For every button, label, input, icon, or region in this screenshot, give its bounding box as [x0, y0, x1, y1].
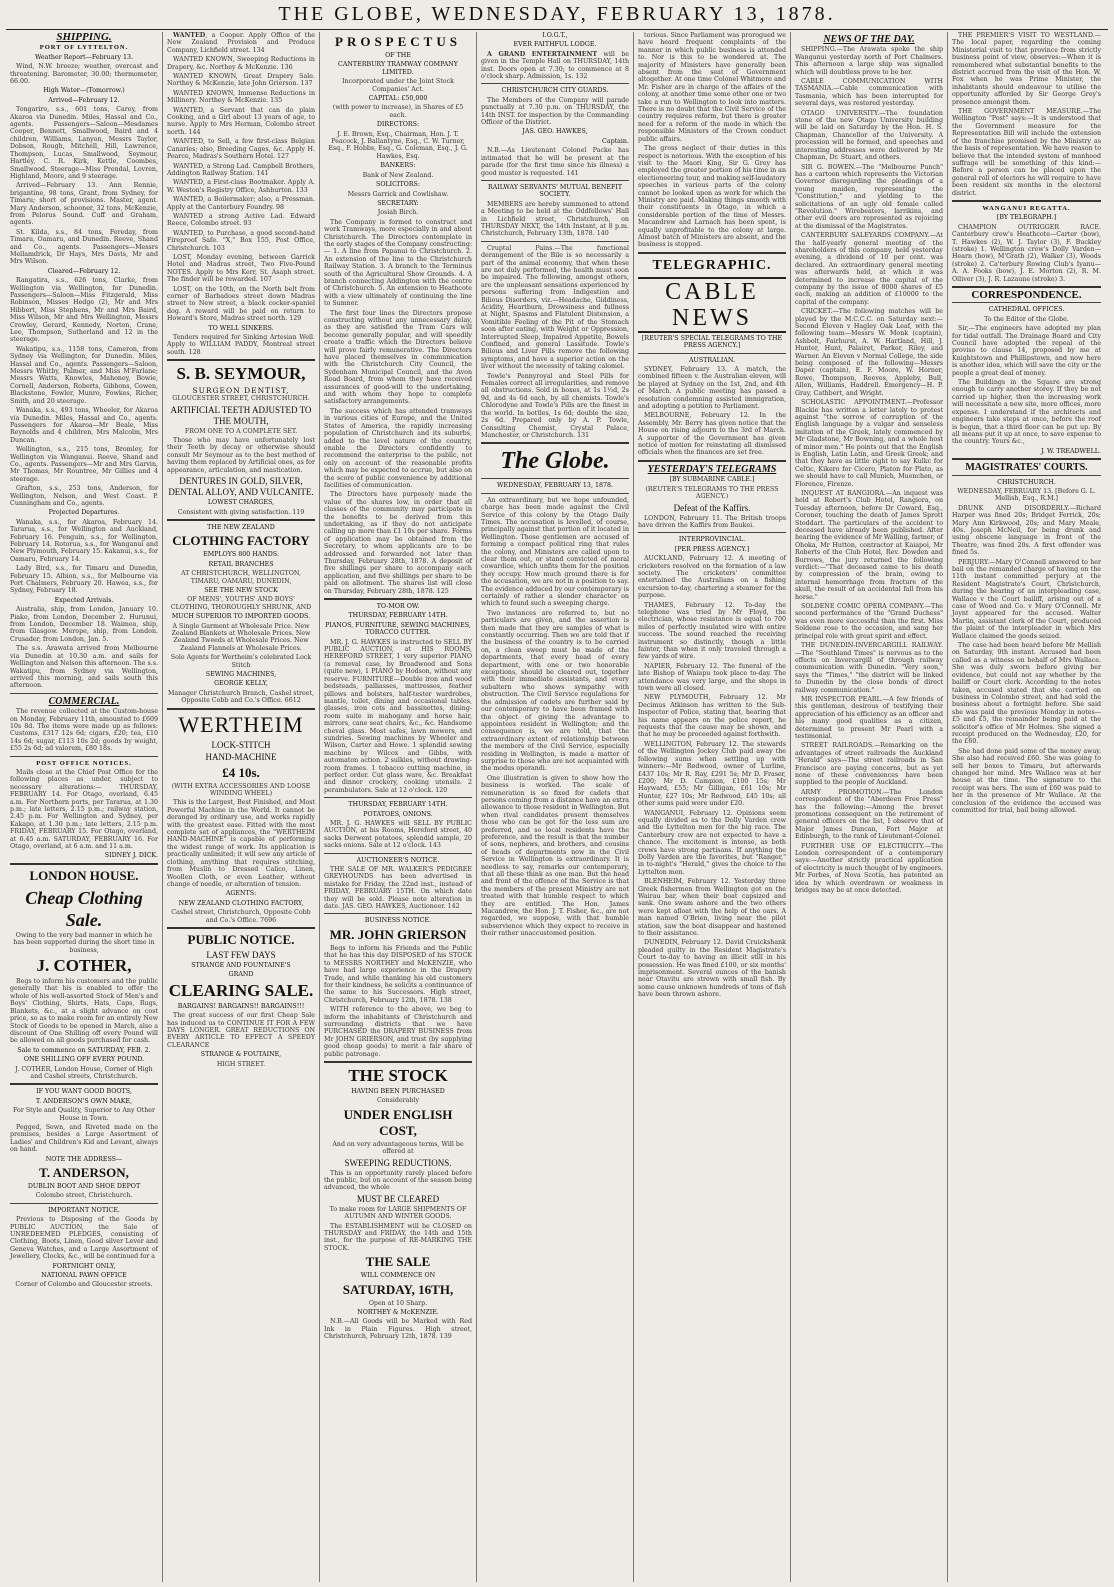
grierson-text: Begs to inform his Friends and the Public that he has this day DISPOSED of his STOCK to MESSRS NORTHEY and McKENZIE, who have had large experience in the Drapery Trade, and while thanking his old customers for their kindness, he solicits a continuance of the same to his Successors. High street, Christchurch, February 12th, 1878. 138 — [324, 944, 472, 1004]
divider — [167, 359, 315, 361]
cleared-text: Rangatira, s.s., 626 tons, Clarke, from Wellington via Wellington, for Dunedin. Passengers—Saloon—Miss Fitzgerald, Miss Robinson, Misses Hedge (2), Mr and Mrs Hibbert, Miss Stephens, Mr and Mrs Baird, Miss Wilson, Mr and Mrs Wellington, Messrs Crowley, Gerard, Kennedy, Norton, Crane, Lee, Thompson, Sutherland and 12 in the steerage. — [10, 277, 158, 344]
bargains: BARGAINS! BARGAINS!! BARGAINS!!! — [177, 1002, 305, 1010]
news-otago: OTAGO UNIVERSITY.—The foundation stone of the new Otago University building will be laid on Saturday by the Hon. H. S. Chapman, Chancellor of the University. A procession will be formed, and speeches and interesting addresses were delivered by Mr Chapman, Dr. Stuart, and others. — [795, 109, 943, 162]
divider — [481, 442, 629, 444]
expected-text-2: The s.s. Arawata arrived from Melbourne via Dunedin at 10.30 a.m. and sails for Wellington and Nelson this afternoon. The s.s. Wakatipu, from Sydney via Wellington, arrived this morning, and sails south this afternoon. — [10, 645, 158, 690]
news-saleyards: CANTERBURY SALEYARDS COMPANY.—At the half-yearly general meeting of the shareholders of this company, held yesterday evening, a dividend of 10 per cent. was declared. An extraordinary general meeting was afterwards held, at which it was determined to increase the capital of the company by the issue of 8000 shares of £5 each, making an addition of £10000 to the capital of the company. — [795, 232, 943, 306]
establishment: The ESTABLISHMENT will be CLOSED on THURSDAY and FRIDAY, the 14th and 15th inst., for the purpose of RE-MARKING THE STOCK. — [324, 1222, 472, 1252]
last-few-days: LAST FEW DAYS — [206, 949, 276, 960]
arrived-heading: Arrived—February 12. — [48, 96, 120, 104]
court-text: DRUNK AND DISORDERLY.—Richard Harper was fined 20s; Bridget Ferrick, 20s; Mary Ann Kirkwood, 20s; and Mary Meale, 40s. Joseph McNeil, for being drunk and using obscene language in front of the Theatre, was fined 20s. A first offender was fined 5s. — [952, 504, 1101, 557]
sale-intro: Owing to the very bad manner in which he has been supported during the short time in business, — [13, 931, 155, 954]
cable-news: CABLE NEWS — [638, 277, 786, 333]
divider — [10, 693, 158, 694]
auctioneer-text: THE SALE OF MR. WALKER'S PEDIGREE GREYHOUNDS has been advertised in mistake for Friday, the 22nd inst., instead of FRIDAY, FEBRUARY 15TH. On which date they will be sold. Please note alteration in date. JAS. GEO. HAWKES, Auctioneer. 142 — [324, 866, 472, 911]
interprov-text-7: BLENHEIM, February 12. Yesterday three Greek fishermen from Wellington got on the Wairau bar, when their boat capsized and sank. One swam ashore and the two others were kept afloat with the help of the oars. A man named O'Brien, living near the pilot station, saw the boat disappear and hastened to their assistance. — [638, 878, 786, 938]
tramway-company: CANTERBURY TRAMWAY COMPANY LIMITED. — [338, 61, 458, 76]
weather-report: Weather Report—February 13. — [34, 53, 134, 61]
anderson-make: T. ANDERSON'S OWN MAKE, — [35, 1097, 133, 1105]
projected-text: Wanaka, s.s., for Akaroa, February 14. Tararua, s.s., for Wellington and Auckland, February 16. Penguin, s.s., for Wellington, February 14. Rotorua, s.s., for Wanganui and New Plymouth, February 15. Kakanui, s.s., for Oamaru, February 14. — [10, 518, 158, 563]
divider — [10, 1083, 158, 1085]
news-railway: THE DUNEDIN-INVERCARGILL RAILWAY.—The "Southland Times" is nervous as to the effects on Invercargill of through railway communication with Dunedin. "Very soon," says the "Times," "the district will be linked to Dunedin by the close bonds of direct railway communication." — [795, 642, 943, 694]
much-superior: MUCH SUPERIOR TO IMPORTED GOODS. — [171, 613, 311, 621]
seymour-name: S. B. SEYMOUR, — [176, 364, 306, 384]
the-stock: THE STOCK — [348, 1065, 448, 1085]
weather-text: Wind, N.W. breeze; weather, overcast and threatening. Barometer, 30.00; thermometer, 66.00. — [10, 63, 158, 86]
cother-address: J. COTHER, London House, Corner of High and Cashel streets, Christchurch. — [15, 1065, 153, 1080]
artificial-teeth: ARTIFICIAL TEETH ADJUSTED TO THE MOUTH, — [170, 404, 312, 426]
leader-text: An extraordinary, but we hope unfounded, charge has been made against the Civil Service of this colony by the Otago Daily Times. The accusation is levelled, of course, principally against that portion of it located in Wellington. Those gentlemen are accused of forming a compact political ring that rules the colony, and Ministers are called upon to clear them out, or stand convicted of moral cowardice, which unfits them for the position they occupy. How much ground there is for the accusation, we are not in a position to say. The evidence adduced by our contemporary is certainly of rather a slender character on which to found such a sweeping charge. — [481, 496, 629, 608]
of-the: OF THE — [385, 52, 411, 59]
prospectus-text-3: The success which has attended tramways in various cities of Europe, and the United States of America, the rapidly increasing population of Christchurch and its suburbs, added to the level nature of the country, enable the Directors confidently to recommend the enterprise to the public, not only on account of the reasonable profits which may be expected to accrue, but also on the score of public convenience by additional facilities of communication. — [324, 407, 472, 489]
pianos-text: MR. J. G. HAWKES is instructed to SELL BY PUBLIC AUCTION, at HIS ROOMS, HEREFORD STREET, 1 very superior PIANO (a removal case, by Broadwood and Sons (quite new), 1 PIANO by Hodson, without any reserve. FURNITURE—Double iron and wood bedsteads, palliasses, mattresses, feather pillows and bolsters, half-tester wardrobes, mantle, toilet, dining and occasional tables, glasses, iron cots and bassinettes, dining-room suite in mahogany and horse hair, mirrors, cane seat chairs, &c., &c. Handsome cheval glass. Most safes, lawn mowers, and sundries. Sewing machines by Wheeler and Wilson, Carter and Howe. 1 splendid sewing machine by Wilcox and Gibbs, with automaton action. 2 sulkies, without drawing-room frames. 1 tobacco cutting machine, in perfect order. Cut glass ware, &c. Breakfast and dinner crockery, cooking utensils. 2 perambulators. Sale at 12 o'clock. 120 — [324, 638, 472, 794]
news-street-railroads: STREET RAILROADS.—Remarking on the advantages of street railroads the Auckland "Herald" says—The street railroads in San Francisco are paying concerns, but as yet none of these conveniences have been supplied to the people of Auckland. — [795, 742, 943, 787]
divider — [481, 180, 629, 181]
secretary: SECRETARY: — [377, 199, 419, 207]
column-5 — [634, 32, 791, 1582]
leader-cont: torious. Since Parliament was prorogued we have heard frequent complaints of the manner in which public business is attended to. Nor is this to be wondered at. The majority of Ministers have generally been absent from the seat of Government altogether. At one time Colonel Whitmore and Mr. Fisher are in charge of the affairs of the colony, at another time some other one or two take a run to Wellington to look into matters. There is no doubt that the Civil Service of the country requires reform, but there is greater need for a reform of the mode in which the responsible Ministers of the Crown conduct public affairs. — [638, 32, 786, 143]
fortnight-only: FORTNIGHT ONLY, — [52, 1262, 116, 1270]
anderson-name: T. ANDERSON, — [39, 1165, 129, 1180]
divider — [638, 353, 786, 354]
note-address: NOTE THE ADDRESS— — [45, 1155, 123, 1163]
divider — [481, 241, 629, 242]
column-7 — [948, 32, 1105, 1582]
news-opera: SOLDENE COMIC OPERA COMPANY.—The second performance of the "Grand Duchess" was even more successful than the first. Miss Soldene rose to the occasion, and sang her principal role with great spirit and effect. — [795, 603, 943, 640]
yesterday-telegrams: YESTERDAY'S TELEGRAMS — [647, 463, 777, 475]
wanted-ad: WANTED, a First-class Bootmaker. Apply A. W. Weston's Registry Office, Ashburton. 133 — [167, 179, 315, 194]
letter-text: Sir,—The engineers have adopted my plan for tidal outfall. The Drainage Board and City Council have adopted the repeal of the proviso to clause 14, proposed by me at Knightstown and Phillipstown, and now here is another idea, which will save the city or the people a great deal of money. — [952, 325, 1101, 377]
reuter-special: (REUTER'S TELEGRAMS TO THE PRESS AGENCY.) — [645, 485, 779, 501]
dentures: DENTURES IN GOLD, SILVER, DENTAL ALLOY, AND VULCANITE. — [168, 476, 314, 498]
wanted-ad: WANTED, a Boilermaker; also, a Pressman. Apply at the Canterbury Foundry. 98 — [167, 196, 315, 211]
kelly-text: Manager Christchurch Branch, Cashel street, Opposite Cobb and Co.'s Office. 6612 — [167, 689, 315, 705]
thursday-2: THURSDAY, FEBRUARY 14TH. — [348, 801, 448, 809]
clothing-factory: CLOTHING FACTORY — [172, 533, 310, 549]
court-text-3: The case had been heard before Mr Mellish on Saturday, 9th instant. Accused had been called as a witness on behalf of Mrs Wallace. She was duly sworn before giving her evidence, but could not say whether by the bailiff or Court clerk. According to the notes taken, accused stated that she carried on business in Colombo street, and had sold the business about a fortnight before. She said she was paid the previous Monday in notes—£5 and £5, the remainder being paid at the solicitor's office of Mr Holmes. She signed a receipt produced on the Wednesday, £20, for the £60. — [952, 642, 1101, 746]
extra-accessories: (WITH EXTRA ACCESSORIES AND LOOSE WINDING WHEEL) — [171, 782, 311, 798]
northey: NORTHEY & McKENZIE. — [357, 1309, 439, 1317]
column-1 — [6, 32, 163, 1582]
must-cleared: MUST BE CLEARED — [356, 1193, 440, 1204]
surgeon-dentist: SURGEON DENTIST, — [192, 386, 290, 396]
considerably: Considerably — [376, 1097, 420, 1105]
prospectus-text-4: The Directors have purposely made the value of the shares low, in order that all classes of the community may participate in the benefits to be derived from this undertaking, as if they do not anticipate calling up more than £1 10s per share. Forms of application may be obtained from the Secretary, to whom applicants are to be addressed and forwarded not later than Thursday, February 28th, 1878. A deposit of five shillings per share to accompany each application, and five shillings per share to be paid on allotment. The shares list will close on Thursday, February 28th, 1878. 125 — [324, 491, 472, 595]
sweeping: SWEEPING REDUCTIONS. — [344, 1157, 452, 1168]
leader-cont-2: The gross neglect of their duties in this respect is notorious. With the exception of his visit to the Maori King, Sir G. Grey has employed the greater portion of his time in an electioneering tour, and making self-laudatory speeches in various parts of the colony cannot be looked upon as work for which the Ministry are paid. Making things smooth with their constituents in Otago, in which a considerable portion of the time of Messrs. Macandrew and Larnach has been spent, is equally unprofitable to the colony at large. Almost batch of Ministers are absent, and the business is stopped. — [638, 145, 786, 249]
agents-address: Cashel street, Christchurch, Opposite Cobb and Co.'s Office. 7696 — [171, 909, 311, 924]
pawn-address: Corner of Colombo and Gloucester streets. — [15, 1281, 153, 1289]
letter-text-2: The Buildings in the Square are strong enough to carry another storey. If they be not carried up higher, then the increasing work will necessitate a new site, more offices, more expense. I understand if the architects and engineers take steps at once, before the roof is begun, that a third floor can be put up. By all means put it up at once, to save expense to the country. Yours &c., — [952, 379, 1101, 446]
wanted-ad: WANTED KNOWN, Sweeping Reductions in Drapery, &c. Northey & McKenzie. 136 — [167, 56, 315, 71]
guards-nb: N.B.—As Lieutenant Colonel Packe has intimated that he will be present at the parade (for the first time since his illness) a good muster is requested. 141 — [481, 147, 629, 177]
will-commence: WILL COMMENCE ON — [360, 1272, 436, 1280]
wanted-ad: WANTED a strong Active Lad. Edward Reece, Colombo street. 93 — [167, 212, 315, 228]
post-office-text: Mails close at the Chief Post Office for the following places as under, subject to necessary alterations:— THURSDAY, FEBRUARY 14. For Otago, overland, 6.45 a.m. For Northern ports, per Tararua, at 1.30 p.m.; late letters, 2.15 p.m.; railway station, 2.45 p.m. For Wellington and Sydney, per Kakapo, at 1.30 p.m.; late letters, 2.15 p.m. FRIDAY, FEBRUARY 15. For Otago, overland, at 6.45 a.m. SATURDAY, FEBRUARY 16. For Otago, overland, at 6 a.m. and 11 a.m. — [10, 768, 158, 851]
city-guards: CHRISTCHURCH CITY GUARDS. — [501, 87, 609, 95]
lodge: EVER FAITHFUL LODGE. — [513, 41, 597, 49]
australian-text-2: MELBOURNE, February 12. In the Assembly, Mr. Berry has given notice that the House on rising adjourn to the 3rd of March. A supporter of the Government has given notice of motion for reinstating all dismissed officials when the finances are set free. — [638, 412, 786, 457]
divider — [638, 460, 786, 462]
sale-date: Sale to commence on SATURDAY, FEB. 2. — [17, 1046, 151, 1054]
cleared-text-4: Wellington, s.s., 215 tons, Bromley, for Wellington via Wanganui. Reeve, Shand and Co., agents. Passengers—Mr and Mrs Garvin, Mr Thomas, Mr Rountree, Mr Gillies and 4 steerage. — [10, 446, 158, 483]
divider — [952, 458, 1101, 460]
high-water: High Water—(Tomorrow.) — [43, 87, 125, 95]
arrivals-text: Tongariro, s.s., 601 tons, Carey, from Akaroa via Dunedin. Miles, Hassal and Co., agents. Passengers—Saloon—Mesdames Cooper, Bennett, Smallwood, Baird and 4 children, Williams, Lanyon, Messrs Taylor, Dobson, Rough, Mitchell, Hill, Lawrence, Thompson, Lucas, Smallwood, Seymour, Hartley, C. R. Kirk, Kettle, Coombes, Smallwood. Steerage—Miss Prendal, Lovren, Highland, Moore, and 9 steerage. — [10, 106, 158, 180]
capital-text: (with power to increase), in Shares of £5 each. — [332, 104, 464, 119]
shipping-heading: SHIPPING. — [56, 32, 112, 43]
grierson: MR. JOHN GRIERSON — [329, 926, 467, 942]
interprov-text-5: WELLINGTON, February 12. The stewards of the Wellington Jockey Club paid away the following sums when settling up with winners:—Mr Redwood, owner of Lurline, £437 10s; Mr R. Ray, £291 5s; Mr D. Fraser, £200; Mr D. Campion, £100 15s; Mr Hayward, £55; Mr Gilligan, £61 10s; Mr Hunter, £27 10s; Mr Redwood, £45 10s; all other sums paid were under £20. — [638, 740, 786, 808]
expected-heading: Expected Arrivals. — [54, 596, 114, 604]
one-shilling: ONE SHILLING OFF EVERY POUND. — [23, 1056, 145, 1064]
tenders-text: Tenders required for Sinking Artesian Well. Apply to WILLIAM PADDY, Montreal street south. 128 — [167, 334, 315, 356]
grand: GRAND — [228, 971, 254, 979]
strange-fountaine: STRANGE AND FOUNTAINE'S — [191, 961, 291, 969]
strange-foutaine: STRANGE & FOUTAINE, — [200, 1051, 282, 1059]
divider — [324, 598, 472, 600]
hand-machine: HAND-MACHINE — [205, 751, 277, 762]
court-text-4: She had done paid some of the money away. She also had received £60. She was going to sell her boxes to Timaru, but afterwards changed her mind. Mrs Wallace was at her house at the time. The signature to the receipt was hers. The sum of £60 was paid to her in the presence of Mr Wallace. At the conclusion of the evidence the accused was committed for trial, bail being allowed. — [952, 747, 1101, 814]
cother-text: Begs to inform his customers and the public generally that his is enabled to offer the whole of his well-assorted Stock of Men's and Boys' Clothing, Shirts, Hats, Caps, Rugs, Blankets, &c., at a slight advance on cost price, so as to make room for an entirely New Stock of Goods to be opened in March, also a discount of One Shilling off every Pound will be allowed on all goods purchased for cash. — [10, 978, 158, 1045]
well-sinkers: TO WELL SINKERS. — [208, 324, 274, 332]
wanganui-regatta: WANGANUI REGATTA. — [982, 204, 1071, 212]
cathedral-offices: CATHEDRAL OFFICES. — [988, 306, 1065, 314]
masthead-rule — [6, 29, 1108, 30]
hawkes: JAS. GEO. HAWKES, — [522, 128, 588, 136]
colombo-street: Colombo street, Christchurch. — [35, 1192, 133, 1200]
telegraphic: TELEGRAPHIC. — [652, 257, 772, 273]
secretary-text: Josiah Birch. — [377, 209, 419, 217]
expected-text: Australia, ship, from London, January 10. Piako, from London, December 2. Hurunui, from London, December 18. Waimea, ship, from Glasgow. Merope, ship, from London. Crusader, from London, Jan. 5. — [10, 606, 158, 643]
commercial-heading: COMMERCIAL. — [48, 695, 120, 707]
capital: CAPITAL: £50,000 — [368, 95, 428, 103]
northey-text: WITH reference to the above, we beg to inform the inhabitants of Christchurch and surrounding districts that we have PURCHASED the DRAPERY BUSINESS from Mr JOHN GRIERSON, and trust (by supplying good cheap goods) to merit a fair share of public patronage. — [324, 1006, 472, 1058]
court-text-2: PERJURY.—Mary O'Connell answered to her bail on the remanded charge of having on the 11th instant committed perjury at the Resident Magistrate's Court, Christchurch, during the hearing of an interpleading case, Wallace v the Court bailiff, arising out of a case of Wood and Co. v Mary O'Connell. Mr Joynt appeared for the accused. Walter Martin, assistant clerk of the Court, produced the plaint of the interpleader in which Mrs Wallace claimed the goods seized. — [952, 558, 1101, 640]
interprov-text-2: THAMES, February 12. To-day the telephone was tried by Mr Floyd, the electrician, whose resistance is equal to 700 miles of perfectly insulated wire with entire success. The sound reached the receiving instrument so distinctly, though a little fainter, than when it only traveled through a few yards of wire. — [638, 601, 786, 661]
projected-text-2: Lady Bird, s.s., for Timaru and Dunedin, February 15. Albion, s.s., for Melbourne via Port Chalmers, February 20. Hawea, s.s., for Sydney, February 18. — [10, 565, 158, 595]
column-2 — [163, 32, 320, 1582]
medical-text: Cruptal Pains.—The functional derangement of the Bile is so necessarily a part of the animal economy, that when these are not duly performed, the health must soon be impaired. The following, amongst others, are the unpleasant sensations experienced by persons suffering from Indigestion and Bilious Disorders, viz.—Headache, Giddiness, Acidity, Heartburn, Drowsiness and fullness at Night, Spasms and Flatulent Distension, a Vomitible Feeling of the Pit of the Stomach soon after eating, with Weight or Oppression, Interrupted Sleep, Impaired Appetite, Bowels Confined, and general Lassitude. Towle's Bilious and Liver Pills remove the following symptoms, and have a superior action on the liver without the necessity of taking calomel. — [481, 244, 629, 371]
divider — [638, 532, 786, 533]
cleared-text-3: Wanaka, s.s., 493 tons, Wheeler, for Akaroa via Dunedin. Miles, Hassal and Co., agents. Passengers for Akaroa—Mr Beale, Miss Reynolds and 4 children, Mrs Malcolm, Mrs Duncan. — [10, 407, 158, 444]
divider — [952, 475, 1101, 476]
lowest-charges: LOWEST CHARGES, — [207, 499, 275, 507]
masthead: THE GLOBE, WEDNESDAY, FEBRUARY 13, 1878. — [278, 3, 836, 25]
nz-clothing: THE NEW ZEALAND — [207, 523, 275, 531]
thursday: THURSDAY, FEBRUARY 14TH. — [348, 612, 448, 620]
arrivals-text-2: Arrived—February 13. Ann Rennie, brigantine, 98 tons, Grant, from Sydney, for Timaru; short of provisions. Master, agent. Mary Anderson, schooner, 32 tons, McKenzie, from Pelorus Sound. Cuff and Graham, agents. — [10, 182, 158, 227]
railway-text: MEMBERS are hereby summoned to attend a Meeting to be held at the Oddfellows' Hall in Lichfield street, Christchurch, on THURSDAY NEXT, the 14th Instant, at 8 p.m. Christchurch, February 13th, 1878. 140 — [481, 200, 629, 238]
having-purchased: HAVING BEEN PURCHASED — [351, 1087, 445, 1095]
pegged-text: Pegged, Sewn, and Riveted made on the premises, besides a Large Assortment of Ladies' and Children's Kid and Levant, always on hand. — [10, 1123, 158, 1154]
retail-branches: RETAIL BRANCHES — [208, 560, 274, 568]
directors-list: J. E. Brown, Esq., Chairman, Hon. J. T. Peacock, J. Ballantyne, Esq., C. W. Turner, Esq., F. Hobbs, Esq., G. Coleman, Esq., J. G. Hawkes, Esq. — [328, 130, 468, 160]
cheap-clothing-sale: Cheap Clothing Sale. — [25, 887, 143, 930]
prospectus-text-2: The first four lines the Directors propose constructing without any unnecessary delay, as they are satisfied the Tram Cars will become generally popular, and will speedily create a traffic which the Directors believe will prove fairly remunerative. The Directors have placed themselves in communication with the Christchurch City Council, the Sydenham Municipal Council, and the Avon Road Board, from whom they have received assurances of good-will to the undertaking, and with whom they hope to complete satisfactory arrangements. — [324, 309, 472, 406]
government-measure: THE GOVERNMENT MEASURE.—The Wellington "Post" says:—It is understood that the Government measure for the Representation Bill will include the extension of the franchise promised by the Ministry as the basis of representation. We have reason to believe that the intended system of manhood suffrage will be something of this kind:—Before a person can be placed upon the general roll of electors he will require to have been resident six months in the electoral district. — [952, 108, 1101, 197]
pawn-text: Previous to Disposing of the Goods by PUBLIC AUCTION, the Sale of UNREDEEMED PLEDGES, consisting of Clothing, Boots, Linen, Good silver Lever and Geneva Watches, and a Large Assortment of Jewellery, Clocks, &c., will be continued for a — [10, 1216, 158, 1261]
divider — [324, 913, 472, 914]
divider — [481, 478, 629, 479]
kaffirs-text: LONDON, February 11. The British troops have driven the Kaffirs from Baukei. — [638, 514, 786, 529]
interprov-text-4: NEW PLYMOUTH, February 12. Mr Decimus Atkinson has written to the Sub-Inspector of Police, stating that, hearing that his name appears on the police report, he requests that the cause may be shown, and that he may be proceeded against forthwith. — [638, 694, 786, 739]
open-9: Open at 10 Sharp. — [368, 1299, 428, 1307]
railway-servants: RAILWAY SERVANTS' MUTUAL BENEFIT SOCIETY. — [487, 183, 623, 199]
wanted-ad: WANTED KNOWN, Great Drapery Sale. Northey & McKenzie, late John Grierson. 137 — [167, 73, 315, 88]
see-stock: SEE THE NEW STOCK — [204, 586, 278, 594]
news-of-the-day: NEWS OF THE DAY. — [823, 34, 915, 45]
stock-list: OF MENS', YOUTHS' AND BOYS' CLOTHING, THOROUGHLY SHRUNK, AND — [170, 596, 312, 611]
divider — [481, 493, 629, 494]
lost-ad: LOST, Monday evening, between Garrick Hotel and Madras street, Two Five-Pound NOTES. Apply to Mrs Kerr, St. Asaph street. The finder will be rewarded. 107 — [167, 253, 315, 284]
wanted-ad: WANTED, to Purchase, a good second-hand Fireproof Safe. "X," Box 155, Post Office, Christchurch. 103 — [167, 229, 315, 252]
news-army: ARMY PROMOTION.—The London correspondent of the "Aberdeen Free Press" has the following:—Among the brevet promotions consequent on the retirement of general officers on the list, I observe that of Major James Duncan, Fort Major at Edinburgh, to the rank of Lieutenant-Colonel. — [795, 788, 943, 841]
column-4 — [477, 32, 634, 1582]
wertheim-text: This is the Largest, Best Finished, and Most Powerful Machine in the World. It cannot be deranged by ordinary use, and works rapidly with the greatest ease. Fitted with the most complete set of appliances, the "WERTHEIM HAND-MACHINE" is capable of performing the widest range of work. Its application is practically unlimited; it will sew any article of clothing, anything that requires stitching, from Muslin to Dressed Calico, Linen, Woollen Cloth, or even Leather, without change of needle, or alteration of tension. — [167, 799, 315, 888]
guards-text: The Members of the Company will parade punctually at 7.30 p.m. on THURSDAY, the 14th INST. for inspection by the Commanding Officer of the District. — [481, 96, 629, 127]
seymour-text: Those who may have unfortunately lost their Teeth by decay or otherwise should consult Mr Seymour as to the best method of having them replaced by Artificial ones, as for appearance, articulation, and mastication. — [167, 437, 315, 474]
stock-text: This is an opportunity rarely placed before the public, but on account of the season being advanced, the whole — [324, 1169, 472, 1192]
globe-date: WEDNESDAY, FEBRUARY 13, 1878. — [497, 482, 613, 490]
sewing-machines: SEWING MACHINES, — [205, 671, 277, 678]
projected-heading: Projected Departures. — [48, 509, 120, 517]
lost-ad: LOST, on the 10th, on the North belt from corner of Barbadoes street down Madras street to New street, a black cocker-spaniel dog. A reward will be paid on return to Howard's Store, Madras street north. 129 — [167, 285, 315, 323]
potatoes: POTATOES, ONIONS. — [363, 810, 433, 818]
commercial-text: The revenue collected at the Custom-house on Monday, February 11th, amounted to £609 10s 8d. The items were made up as follows: Customs, £317 12s 6d; cigars, £20; tea, £10 14s 6d; sugar, £113 10s 2d; goods by weight, £55 2s 6d; ad valorem, £80 18s. — [10, 708, 158, 753]
machine-price: £4 10s. — [222, 764, 260, 780]
leader-text-3: One illustration is given to show how the business is worked. The scale of remuneration is so fixed for cadets that persons coming from a distance have an extra allowance to those resident in Wellington. But when rival candidates present themselves those who can be got for the less sum are preferred, and so local residents have the preference, and the result is that the number of sons, nephews, and brothers, and cousins of heads of departments now in the Civil Service in Wellington is extraordinary. It is needless to say, remarks our contemporary, that all these think as one man. But the head and front of the offence of the Service is that the members of the present Ministry are not treated with that humble respect to which they are entitled. The Hon. James Macandrew, the Hon. J. T. Fisher, &c., are not regarded, we suppose, with that humble subservience which they expect to receive in their rather unaccustomed position. — [481, 774, 629, 938]
news-inspector: MR INSPECTOR PEARL.—A few friends of this gentleman, desirous of testifying their appreciation of his efficiency as an officer and his many good qualities as a citizen, determined to present Mr Pearl with a testimonial. — [795, 695, 943, 740]
medical-text-2: Towle's Pennyroyal and Steel Pills for Females correct all irregularities, and remove all obstructions. Sold in boxes, at 1s 1½d, 2s 9d, and 4s 6d each, by all chemists. Towle's Chlorodyne and Towle's Pills are the finest in the world. In bottles, 1s 6d; double the size, 2s 6d. Prepared only by A. P. Towle, Consulting Chemist, Crystal Palace, Manchester, or Christchurch. 131 — [481, 372, 629, 439]
column-3 — [320, 32, 477, 1582]
interprov-text-3: NAPIER, February 12. The funeral of the late Bishop of Waiapu took place to-day. The attendance was very large, and the shops in town were all closed. — [638, 662, 786, 693]
press-agency: [PER PRESS AGENCY.] — [674, 545, 750, 553]
news-cable: CABLE COMMUNICATION WITH TASMANIA.—Cable communication with Tasmania, which has been interrupted for several days, was restored yesterday. — [795, 78, 943, 108]
prospectus: PROSPECTUS — [335, 34, 461, 49]
port-heading: PORT OF LYTTELTON. — [39, 44, 129, 52]
by-telegraph: [BY TELEGRAPH.] — [996, 214, 1057, 222]
submarine: [BY SUBMARINE CABLE.] — [669, 476, 755, 484]
dublin-depot: DUBLIN BOOT AND SHOE DEPOT — [27, 1183, 141, 1190]
business-notice: BUSINESS NOTICE. — [364, 917, 432, 925]
australian-text: SYDNEY, February 13. A match, the combined fifteen v. the Australian eleven, will be played at Sydney on the 1st, 2nd, and 4th of March. A public meeting has passed a resolution condemning assisted immigration, and adopting a petition to Parliament. — [638, 366, 786, 411]
pianos: PIANOS, FURNITURE, SEWING MACHINES, TOBACCO CUTTER. — [325, 621, 471, 637]
bankers: BANKERS: — [380, 162, 416, 170]
wanted-ad: WANTED KNOWN, Immense Reductions in Millinery. Northey & McKenzie. 135 — [167, 89, 315, 105]
magistrates-courts: MAGISTRATES' COURTS. — [965, 462, 1088, 474]
christchurch-court: CHRISTCHURCH. — [997, 478, 1056, 486]
wanted-ad: WANTED, to Sell, a few first-class Belgian Canaries; also, Breeding Cages, &c. Apply H. Pearce, Madras's Southern Hotel. 127 — [167, 138, 315, 161]
bankers-text: Bank of New Zealand. — [362, 171, 434, 179]
cleared-heading: Cleared—February 12. — [47, 267, 121, 275]
from-one: FROM ONE TO A COMPLETE SET. — [184, 427, 298, 435]
tomorrow: TO-MOR OW. — [376, 603, 420, 611]
divider — [952, 200, 1101, 202]
postmaster: SIDNEY J. DICK. — [104, 852, 158, 860]
divider — [324, 853, 472, 854]
news-electricity: FURTHER USE OF ELECTRICITY.—The London correspondent of a contemporary says:—Another strictly practical application of electricity is much thought of by engineers. Mr Forbes, of Nova Scotia, has patented an idea by which overdrawn or weakness in bridges may be at once detected. — [795, 842, 943, 895]
interprov-text-6: WANGANUI, February 12. Opinions seem equally divided as to the Dolly Varden crew and the Lyttelton men for the big race. The Canterbury crew are not expected to have a chance. The excitement is intense, as both crews have strong partisans. If anything the Dolly Varden are the favorites, but "Ranger," in to-night's "Herald," gives the choice to the Lyttelton men. — [638, 809, 786, 876]
correspondence: CORRESPONDENCE. — [971, 289, 1082, 301]
interprov-text-8: DUNEDIN, February 12. David Cruickshank pleaded guilty in the Resident Magistrate's Court to-day to having an illicit still in his possession. He was fined £100, or six months' imprisonment. Several ounces of the banish near Otavitu are strewn with small fish. By some cause unknown hundreds of tons of fish have been thrown ashore. — [638, 939, 786, 999]
potatoes-text: MR. J. G. HAWKES will SELL BY PUBLIC AUCTION, at his Rooms, Hereford street, 40 sacks Derwent potatoes, splendid sample, 20 sacks onions. Sale at 12 o'clock. 143 — [324, 820, 472, 850]
branches-list: AT CHRISTCHURCH, WELLINGTON, TIMARU, OAMARU, DUNEDIN, — [180, 570, 302, 585]
divider — [324, 1061, 472, 1063]
employs-hands: EMPLOYS 800 HANDS. — [203, 551, 279, 559]
reuters: [REUTER'S SPECIAL TELEGRAMS TO THE PRESS AGENCY.] — [641, 334, 783, 350]
anderson-style: For Style and Quality, Superior to Any Other House in Town. — [13, 1107, 155, 1122]
the-globe: The Globe. — [500, 448, 610, 475]
australian: AUSTRALIAN. — [689, 356, 735, 364]
iogt: I.O.G.T., — [542, 32, 568, 39]
wanted-ad: WANTED, a Strong Lad. Campbell Brothers, Addington Railway Station. 141 — [167, 162, 315, 177]
treadwell: J. W. TREADWELL. — [1041, 447, 1101, 455]
the-sale: THE SALE — [365, 1254, 431, 1270]
divider — [324, 797, 472, 798]
columns — [6, 32, 1108, 1582]
make-room: To make room for LARGE SHIPMENTS OF AUTUMN AND WINTER GOODS. — [329, 1205, 467, 1221]
news-scholastic: SCHOLASTIC APPOINTMENT.—Professor Blackie has written a letter lately to protest against "the sorrow of corruption of the English language by a vulgar and senseless imitation of the Greek, lately commenced by Mr Gladstone, Mr Bowning, and a whole host of minor men." He points out that the English is English, Latin Latin, and Greek Greek; and that they have as little right to say Kulkc for Celtic, Kikero for Cicero, Platon for Plato, as we should have to call Munich, Muenchen, or Florence, Firenze. — [795, 399, 943, 488]
news-shipping: SHIPPING.—The Arawata spoke the ship Wanganui yesterday north of Port Chalmers. This afternoon a large ship was signalled which will doubtless prove to be her. — [795, 46, 943, 76]
consistent: Consistent with giving satisfaction. 119 — [177, 508, 305, 516]
under-cost: UNDER ENGLISH COST, — [343, 1106, 453, 1138]
news-cricket: CRICKET.—The following matches will be played by the M.C.C.C. on Saturday next:—Second Eleven v Hagley Oak Leaf, with the following team—Messrs W. Monk (captain), Ashbolt, Fairhurst, A. W. Hartland, Hill, J. Hunter, Hunt, Palairet, Parker, Riley, and Warner. An Eleven v Normal College, the side being composed of the following—Messrs Daper (captain), E. F. Moore, W. Horner, Rowe, Thompson, Reeves, Appleby, Bull, Allen, Williams, Haddrell. Emergency—H. P. Gray, Cathbert, and Wright. — [795, 308, 943, 397]
incorporated: Incorporated under the Joint Stock Companies' Act. — [342, 78, 454, 93]
high-street: HIGH STREET. — [216, 1060, 266, 1068]
nz-clothing-factory: NEW ZEALAND CLOTHING FACTORY, — [178, 899, 304, 907]
west-coast: THE PREMIER'S VISIT TO WESTLAND.—The local paper, regarding the coming Ministerial visit to that province from strictly business point of view, observes:—When it is remembered what substantial benefits to the district accrued from the visit of the Hon. W. Fox when he was Prime Minister, the inhabitants should endeavour to utilise the opportunity afforded by Sir George Grey's presence amongst them. — [952, 32, 1101, 106]
captain: Captain. — [602, 137, 629, 145]
post-office-heading: POST OFFICE NOTICES. — [36, 759, 132, 767]
to-editor: To the Editor of the Globe. — [984, 315, 1069, 323]
column-6 — [791, 32, 948, 1582]
divider — [481, 83, 629, 84]
public-notice: PUBLIC NOTICE. — [187, 931, 295, 947]
divider — [10, 1203, 158, 1204]
wanted-ad: WANTED, a Cooper. Apply Office of the New Zealand Provision and Produce Company, Lichfield street. 134 — [167, 32, 315, 54]
arrivals-text-3: St. Kilda, s.s., 84 tons, Fereday, from Timaru, Oamaru, and Dunedin. Reeve, Shand and Co., agents. Passengers—Messrs Mellamdrick, Dr Hays, Mrs Davis, Mr and Mrs Wilson. — [10, 228, 158, 266]
entertainment-text: A GRAND ENTERTAINMENT will be given in the Temple Hall on THURSDAY, 14th inst. Doors open at 7.30; to commence at 8 o'clock sharp. Admission, 1s. 132 — [481, 50, 629, 81]
clearing-sale: CLEARING SALE. — [168, 980, 314, 1000]
saturday: SATURDAY, 16TH, — [342, 1281, 454, 1297]
lock-stitch: LOCK-STITCH — [211, 739, 271, 750]
cleared-text-2: Wakatipu, s.s., 1158 tons, Cameron, from Sydney via Wellington, for Dunedin. Miles, Hassal and Co., agents. Passengers—Saloon, Messrs Whitby, Palmer, and Miss M'Farlane; Messrs Watts, Knowles, Mahoney, Bowie, Cornell, Anderson, Roberts, Gibbons, Cowen, Blackstone, Fowler, Munro, Fowkes, Richer, Smith, and 20 steerage. — [10, 345, 158, 405]
important-notice: IMPORTANT NOTICE. — [48, 1206, 120, 1214]
red-ink: N.B.—All Goods will be Marked with Red Ink in Plain Figures. High street, Christchurch, February 12th, 1878. 139 — [324, 1318, 472, 1341]
gloucester-street: GLOUCESTER STREET, CHRISTCHURCH. — [172, 395, 310, 403]
auctioneer-notice: AUCTIONEER'S NOTICE. — [356, 856, 440, 864]
pawn-office: NATIONAL PAWN OFFICE — [41, 1272, 127, 1280]
london-house: LONDON HOUSE. — [29, 867, 139, 883]
kaffirs: Defeat of the Kaffirs. — [673, 502, 751, 513]
divider — [167, 927, 315, 929]
cother-name: J. COTHER, — [36, 956, 132, 976]
entertainment: A GRAND ENTERTAINMENT — [487, 50, 598, 58]
solicitors: SOLICITORS: — [376, 181, 420, 189]
leader-text-2: Two instances are referred to, but no particulars are given, and the assertion is then made that they are samples of what is constantly occurring. Then we are told that if the business of the country is to be carried on, a clean sweep must be made of the departments, that every head of every department, with one or two honorable exceptions, should be cleared out, together with their immediate assistants, and every subaltern who shows sympathy with obstruction. The Civil Service regulations for the admission of cadets are further said by our contemporary to have been framed with the object of giving the advantage to appointees resident in Wellington; and the consequence is, we are told, that the extraordinary extent of relationship between the members of the Civil Service, especially residing in Wellington, is made a matter of surprise to those who are not acquainted with the modus operandi. — [481, 609, 629, 773]
divider — [167, 519, 315, 521]
wanted-ad: WANTED, a Servant that can do plain Cooking, and a Girl about 13 years of age, to nurse. Apply to Mrs Herman, Colombo street north. 144 — [167, 106, 315, 136]
divider — [638, 252, 786, 254]
solicitors-text: Messrs Garrick and Cowlishaw. — [347, 190, 449, 198]
cleared-text-5: Grafton, s.s., 253 tons, Anderson, for Wellington, Nelson, and West Coast. P. Cunningham and Co., agents. — [10, 485, 158, 507]
news-bowen: SIR G. BOWEN.—The "Melbourne Punch" has a cartoon which represents the Victorian Governor disregarding the pleadings of a young maiden, representing the "Constitution," and yielding to the solicitations of an ugly old female called "Revolution." Wirebeaters, larrikins, and other evil doers are represented as rejoicing at the dismissal of the Magistrates. — [795, 163, 943, 230]
prospectus-text: The Company is formed to construct and work Tramways, more especially in and about Christchurch. The Directors contemplate in the early stages of the Company constructing:— 1. A line from Papanui to Christchurch. 2. An extension of the line to the Christchurch Railway Station. 3. A branch to the Terminus south of the Agricultural Show Grounds. 4. A branch connecting Addington with the centre of Christchurch. 5. An extension to Heathcote with a view ultimately of continuing the line to Sumner. — [324, 218, 472, 308]
stock-items: A Single Garment at Wholesale Price. New Zealand Blankets at Wholesale Prices. New Zealand Tweeds at Wholesale Prices. New Zealand Flannels at Wholesale Prices. — [171, 622, 311, 652]
divider — [952, 302, 1101, 303]
directors: DIRECTORS: — [376, 121, 420, 129]
will-offered: And on very advantageous terms, Will be offered at — [332, 1140, 464, 1156]
court-date: WEDNESDAY, FEBRUARY 13. [Before G. L. Mellish, Esq., R.M.] — [957, 487, 1096, 503]
divider — [10, 756, 158, 757]
divider — [167, 708, 315, 710]
divider — [952, 286, 1101, 288]
divider — [10, 863, 158, 865]
clearing-text: The great success of our first Cheap Sale has induced us to CONTINUE IT FOR A FEW DAYS LONGER. GREAT REDUCTIONS ON EVERY ARTICLE TO EFFECT A SPEEDY CLEARANCE — [167, 1012, 315, 1049]
interprovincial: INTERPROVINCIAL. — [678, 536, 746, 544]
wertheim: WERTHEIM — [178, 711, 304, 737]
wanted-label: WANTED — [173, 32, 206, 39]
sole-agents: Sole Agents for Wertheim's celebrated Lock Stitch — [170, 654, 312, 669]
george-kelly: GEORGE KELLY, — [214, 680, 268, 688]
agents-label: AGENTS: — [225, 890, 257, 898]
interprov-text: AUCKLAND, February 12. A meeting of cricketers resolved on the formation of a law society. The cricketers' committee entertained the Australians on a fishing excursion to-day, chartering a steamer for the purpose. — [638, 555, 786, 600]
news-inquest: INQUEST AT RANGIORA.—An inquest was held at Robert's Club Hotel, Rangiora, on Tuesday afternoon, before Dr Coward, Esq., Coroner, touching the death of James Sprott Stoddart. The particulars of the accident to deceased have already been published. After hearing the evidence of Mr Walling, farmer, of Ohoka, Mr Hutton, contractor at Kaiapoi, Mr Roberts of the Club Hotel, Rev. Dowden and Burrows, the jury returned the following verdict:—"That deceased came to his death by compression of the brain, owing to internal hemorrhage from fracture of the skull, the result of an accidental fall from his horse." — [795, 489, 943, 601]
regatta-text: CHAMPION OUTRIGGER RACE. Canterbury crew's Heathcote—Carter (bow), T. Hawkes (2), W. J. Taylor (3), F. Buckley (stroke) 1. Wellington crew's Dolly Varden—Hearn (bow), M'Grath (2), Walker (3), Woods (stroke) 2. Ca'terbury Rowing Club's Iyanu—A. A. Fooks (bow), J. E. Morton (2), R. M. Olliver (3), J. R. Lazaune (stroke) 3. — [952, 223, 1101, 283]
good-boots: IF YOU WANT GOOD BOOTS, — [36, 1088, 132, 1096]
